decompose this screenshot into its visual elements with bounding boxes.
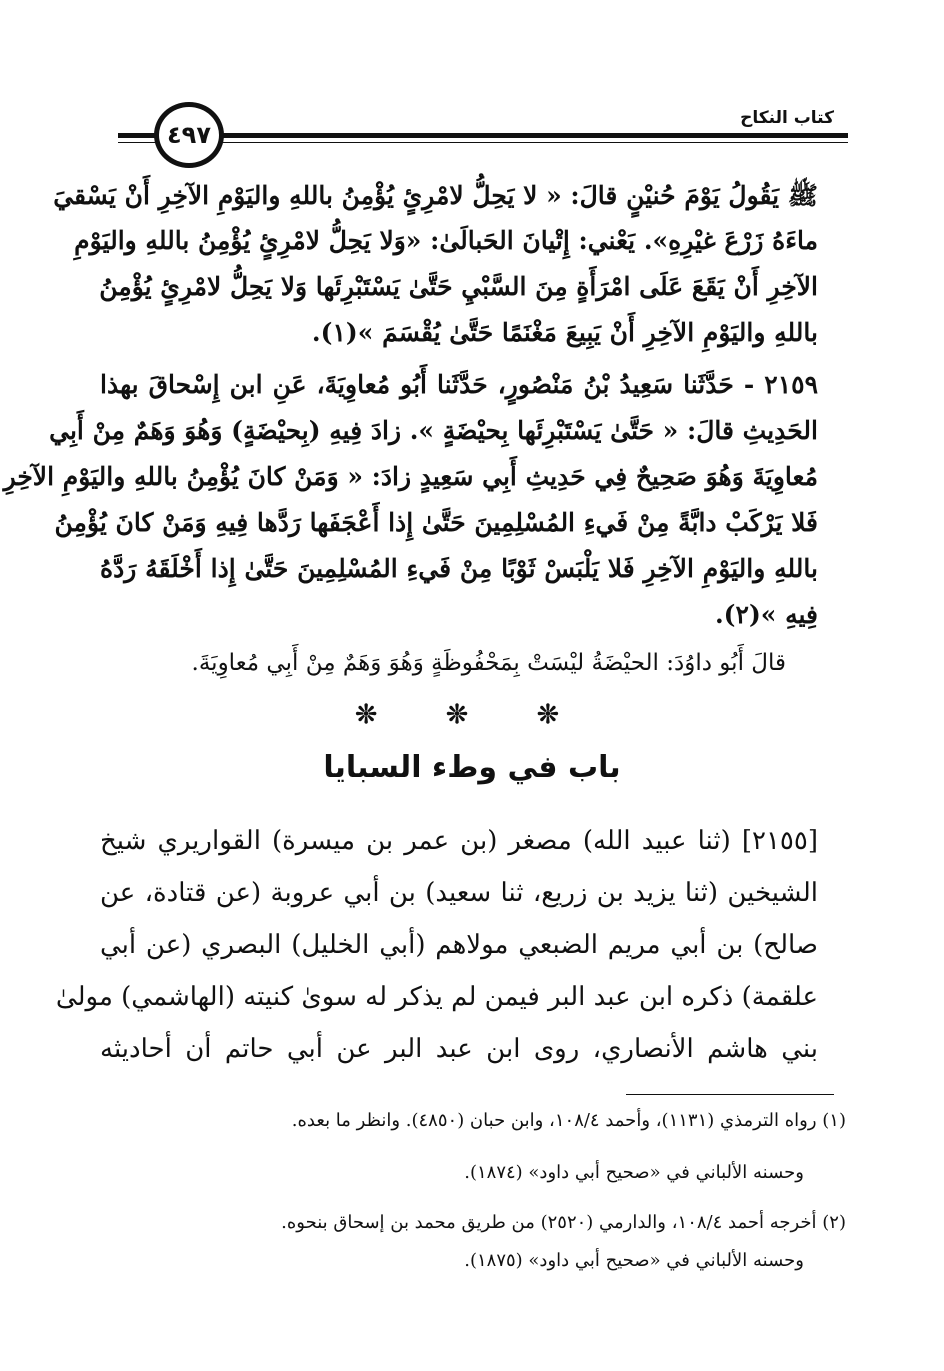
header-rule-thick <box>118 133 848 138</box>
header-rule-thin <box>118 142 848 143</box>
hadith-line: ﷺ يَقُولُ يَوْمَ حُنيْنٍ قالَ: « لا يَحِلُّ لامْرِئٍ يُؤْمِنُ باللهِ واليَوْمِ الآخِرِ أَنْ يَسْقيَ <box>53 181 818 210</box>
footnote-1: (١) رواه الترمذي (١١٣١)، وأحمد ١٠٨/٤، وابن حبان (٤٨٥٠). وانظر ما بعده. <box>291 1110 846 1131</box>
page-number: ٤٩٧ <box>154 102 224 168</box>
book-title: كتاب النكاح <box>734 108 840 128</box>
footnote-2-cont: وحسنه الألباني في «صحيح أبي داود» (١٨٧٥). <box>464 1250 804 1271</box>
section-separator: ❊ ❊ ❊ <box>355 700 589 730</box>
chapter-title: باب في وطء السبايا <box>323 750 621 785</box>
hadith2-line: فَلا يَرْكَبْ دابَّةً مِنْ فَيءِ المُسْلِمِينَ حَتَّىٰ إِذا أَعْجَفَها رَدَّها فِيهِ وَمَنْ كانَ يُؤْمِنُ <box>54 508 818 537</box>
footnote-1-cont: وحسنه الألباني في «صحيح أبي داود» (١٨٧٤). <box>464 1162 804 1183</box>
hadith2-line: باللهِ واليَوْمِ الآخِرِ فَلا يَلْبَسْ ثَوْبًا مِنْ فَيءِ المُسْلِمِينَ حَتَّىٰ إِذا أَخْلَقَهُ رَدَّهُ <box>100 554 818 583</box>
footnote-2: (٢) أخرجه أحمد ١٠٨/٤، والدارمي (٢٥٢٠) من طريق محمد بن إسحاق بنحوه. <box>281 1212 846 1233</box>
hadith2-line: فِيهِ »(٢). <box>714 600 818 629</box>
commentary-line: [٢١٥٥] (ثنا عبيد الله) مصغر (بن عمر بن ميسرة) القواريري شيخ <box>100 826 818 856</box>
hadith2-line: مُعاوِيَةَ وَهُوَ صَحِيحٌ فِي حَدِيثِ أَبِي سَعِيدٍ زادَ: « وَمَنْ كانَ يُؤْمِنُ باللهِ واليَوْمِ الآخِرِ <box>3 462 818 491</box>
commentary-line: صالح) بن أبي مريم الضبعي مولاهم (أبي الخليل) البصري (عن أبي <box>100 930 818 960</box>
hadith-line: ماءَهُ زَرْعَ غيْرِهِ». يَعْني: إِتْيانَ الحَبالَىٰ: «وَلا يَحِلُّ لامْرِئٍ يُؤْمِنُ باللهِ واليَوْمِ <box>74 226 818 255</box>
commentary-line: الشيخين (ثنا يزيد بن زريع، ثنا سعيد) بن أبي عروبة (عن قتادة، عن <box>100 878 818 908</box>
commentary-line: بني هاشم الأنصاري، روى ابن عبد البر عن أبي حاتم أن أحاديثه <box>100 1034 818 1064</box>
hadith-line: باللهِ واليَوْمِ الآخِرِ أَنْ يَبِيعَ مَغْنَمًا حَتَّىٰ يُقْسَمَ »(١). <box>311 318 818 347</box>
hadith-line: الآخِرِ أَنْ يَقَعَ عَلَى امْرَأَةٍ مِنَ السَّبْيِ حَتَّىٰ يَسْتَبْرِئَها وَلا يَحِلُّ لامْرِئٍ يُؤْمِنُ <box>99 272 818 301</box>
page-header <box>118 102 848 172</box>
commentary-line: علقمة) ذكره ابن عبد البر فيمن لم يذكر له سوىٰ كنيته (الهاشمي) مولىٰ <box>55 982 818 1012</box>
abu-dawud-note: قالَ أَبُو داوُدَ: الحيْضَةُ ليْسَتْ بِمَحْفُوظَةٍ وَهُوَ وَهَمٌ مِنْ أَبِي مُعاوِيَةَ. <box>191 650 786 676</box>
hadith2-line: ٢١٥٩ - حَدَّثَنا سَعِيدُ بْنُ مَنْصُورٍ، حَدَّثَنا أَبُو مُعاوِيَةَ، عَنِ ابن إِسْحاقَ بهذا <box>100 370 818 399</box>
hadith2-line: الحَدِيثِ قالَ: « حَتَّىٰ يَسْتَبْرِئَها بِحيْضَةٍ ». زادَ فِيهِ (بِحيْضَةٍ) وَهُوَ وَهَمٌ مِنْ أَبِي <box>49 416 818 445</box>
footnote-divider <box>626 1094 834 1095</box>
